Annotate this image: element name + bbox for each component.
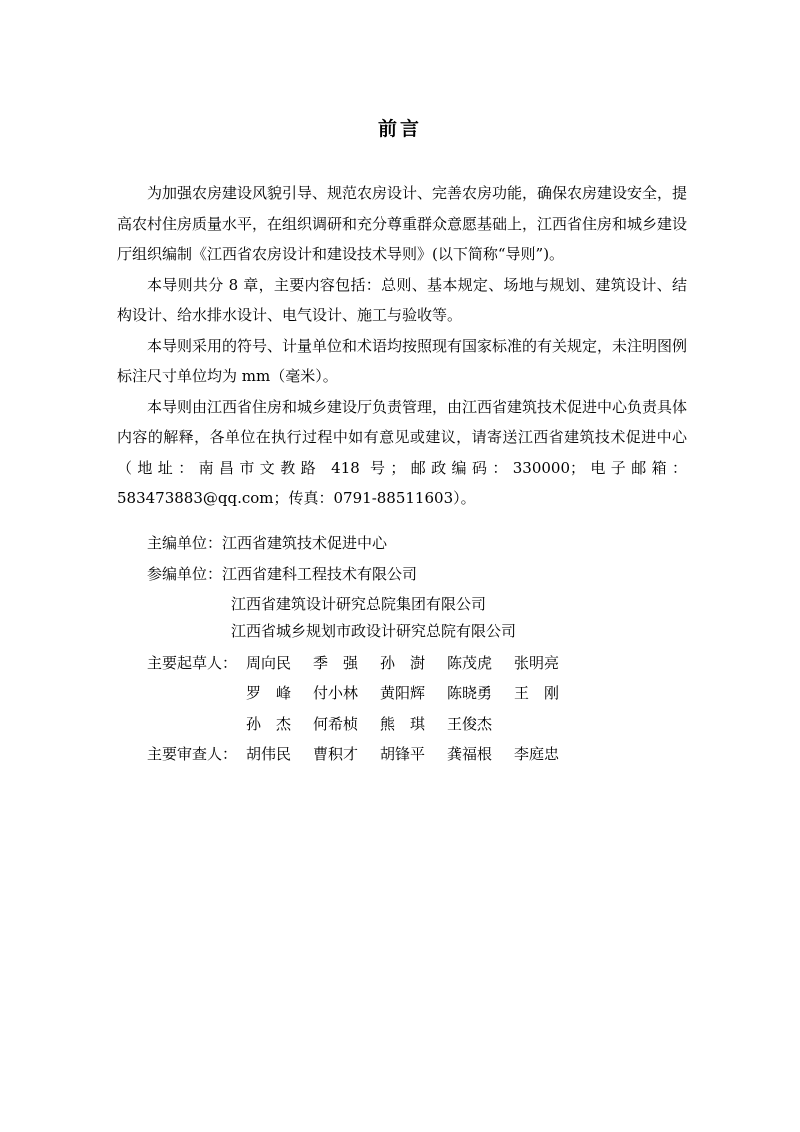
participating-unit-label: 参编单位： xyxy=(147,564,223,583)
drafter-name: 王 刚 xyxy=(514,684,560,702)
drafter-name: 黄阳辉 xyxy=(380,684,426,702)
drafter-name: 陈晓勇 xyxy=(447,684,493,702)
paragraph-units: 本导则采用的符号、计量单位和术语均按照现有国家标准的有关规定，未注明图例标注尺寸单位均为 mm（毫米）。 xyxy=(117,336,688,385)
reviewers-label: 主要审查人： xyxy=(147,745,238,763)
reviewer-name: 李庭忠 xyxy=(514,745,560,763)
reviewers-row xyxy=(147,739,581,770)
participating-unit-row xyxy=(147,559,581,590)
reviewer-name: 胡伟民 xyxy=(246,745,292,763)
drafter-name: 罗 峰 xyxy=(246,684,292,702)
participating-unit-name: 江西省城乡规划市政设计研究总院有限公司 xyxy=(231,621,517,640)
drafter-name: 付小林 xyxy=(313,684,359,702)
drafter-name: 何希桢 xyxy=(313,714,359,733)
credits-section xyxy=(147,528,581,770)
participating-unit-row xyxy=(147,589,581,620)
chief-unit-row xyxy=(147,528,581,559)
reviewer-name: 龚福根 xyxy=(447,745,493,763)
drafter-name: 陈茂虎 xyxy=(447,653,493,672)
participating-unit-name: 江西省建筑设计研究总院集团有限公司 xyxy=(231,595,487,613)
drafter-name: 季 强 xyxy=(313,653,359,672)
participating-unit-name: 江西省建科工程技术有限公司 xyxy=(222,564,418,583)
drafters-label: 主要起草人： xyxy=(147,653,238,672)
paragraph-contents: 本导则共分 8 章，主要内容包括：总则、基本规定、场地与规划、建筑设计、结构设计、给水排水设计、电气设计、施工与验收等。 xyxy=(117,275,687,324)
drafter-name: 孙 杰 xyxy=(246,714,292,733)
drafters-row xyxy=(147,648,581,679)
chief-unit-label: 主编单位： xyxy=(147,534,223,552)
drafter-name: 王俊杰 xyxy=(447,714,493,733)
preface-body xyxy=(117,178,687,514)
drafter-name: 张明亮 xyxy=(514,653,560,672)
drafter-name: 孙 澍 xyxy=(380,653,426,672)
paragraph-contact: 本导则由江西省住房和城乡建设厅负责管理，由江西省建筑技术促进中心负责具体内容的解释，各单位在执行过程中如有意见或建议，请寄送江西省建筑技术促进中心（地址：南昌市文教路 418 号；邮政编码：330000；电子邮箱：583473883@qq.com；传真：0791-88511603）。 xyxy=(117,397,688,507)
chief-unit-name: 江西省建筑技术促进中心 xyxy=(222,534,388,552)
drafters-row xyxy=(147,678,581,709)
page-title: 前言 xyxy=(377,118,422,140)
reviewer-name: 曹积才 xyxy=(313,745,359,763)
paragraph-purpose: 为加强农房建设风貌引导、规范农房设计、完善农房功能，确保农房建设安全，提高农村住房质量水平，在组织调研和充分尊重群众意愿基础上，江西省住房和城乡建设厅组织编制《江西省农房设计和建设技术导则》(以下简称“导则”)。 xyxy=(117,184,688,263)
drafter-name: 熊 琪 xyxy=(380,714,426,733)
participating-unit-row xyxy=(147,620,581,648)
drafter-name: 周向民 xyxy=(246,653,292,672)
drafters-row xyxy=(147,709,581,740)
reviewer-name: 胡锋平 xyxy=(380,745,426,763)
